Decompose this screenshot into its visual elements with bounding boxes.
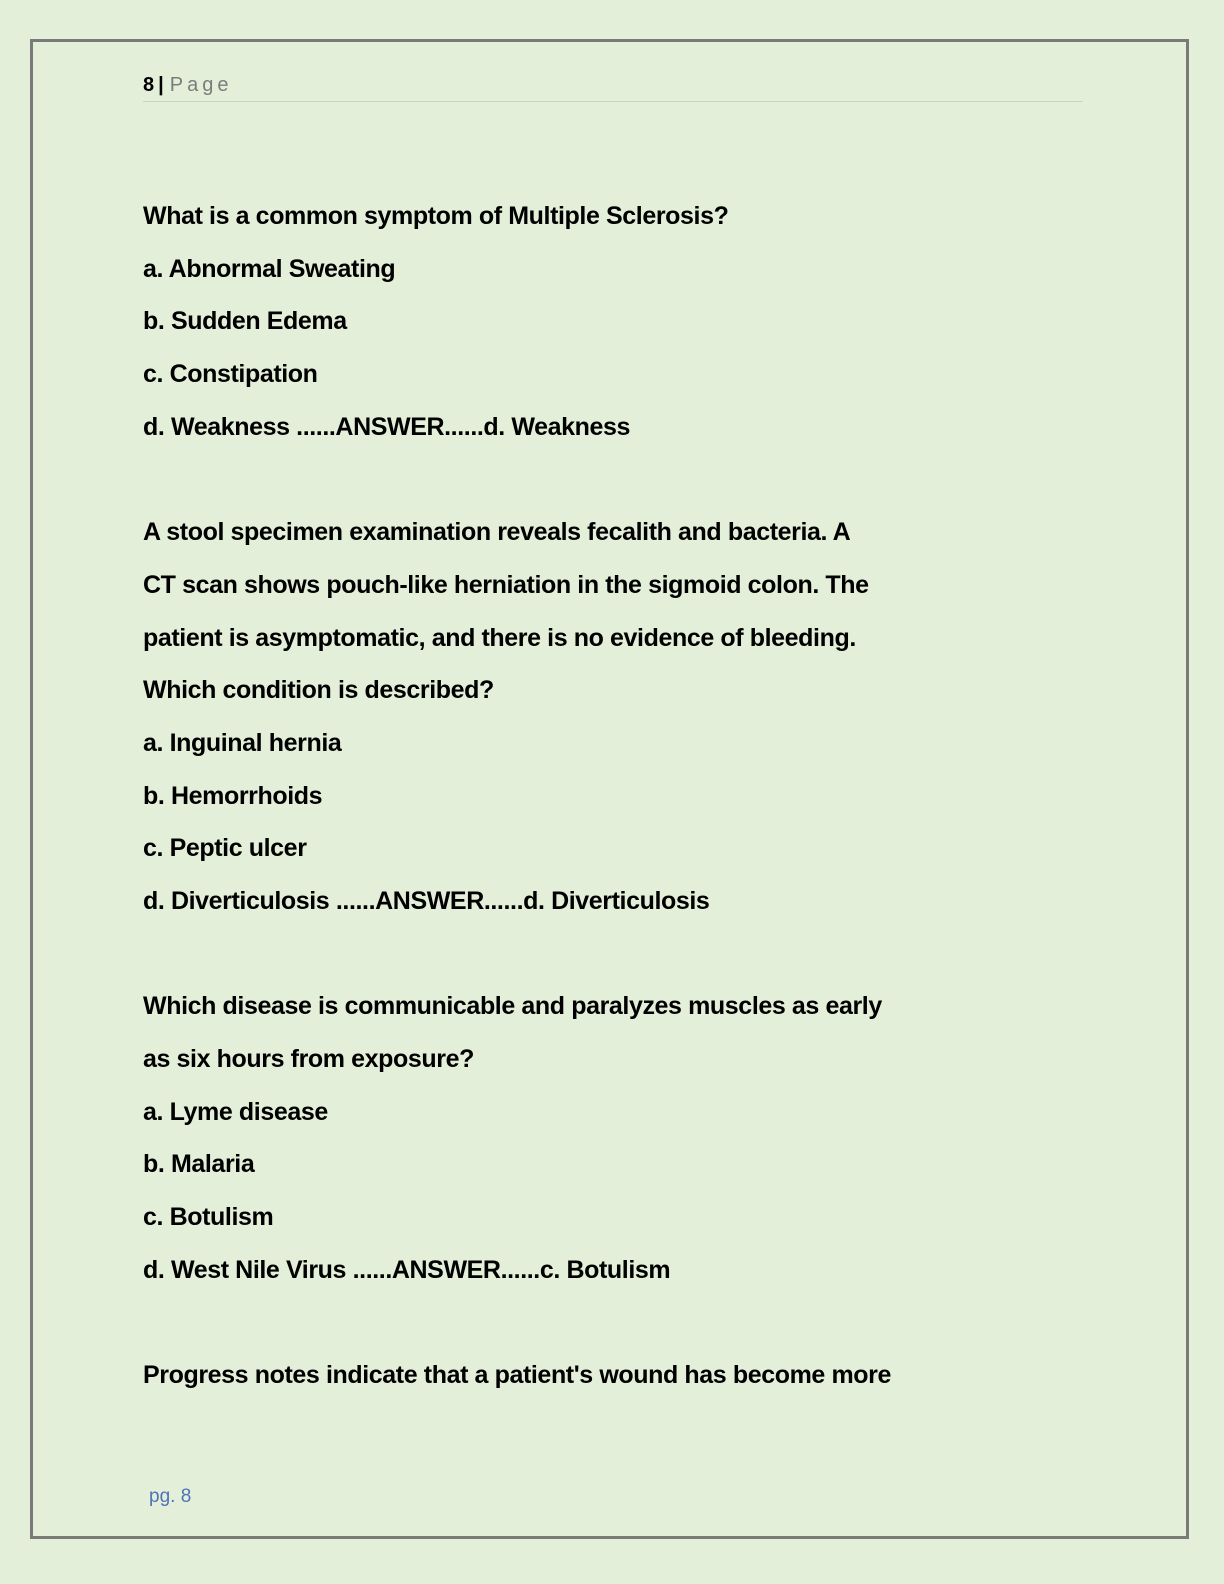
answer-option: c. Peptic ulcer bbox=[143, 834, 307, 863]
question-block bbox=[143, 1349, 1083, 1402]
question-stem-line: as six hours from exposure? bbox=[143, 1045, 474, 1073]
spacer bbox=[143, 1296, 1083, 1349]
header-page-number: 8 bbox=[143, 74, 155, 96]
answer-option-with-key: d. West Nile Virus ......ANSWER......c. Botulism bbox=[143, 1255, 671, 1284]
answer-option: b. Hemorrhoids bbox=[143, 781, 323, 810]
question-stem-line: Which condition is described? bbox=[143, 676, 494, 705]
answer-option: a. Lyme disease bbox=[143, 1097, 328, 1126]
answer-option: a. Inguinal hernia bbox=[143, 728, 342, 757]
answer-option: b. Malaria bbox=[143, 1150, 255, 1179]
answer-option: c. Botulism bbox=[143, 1203, 274, 1232]
answer-option-with-key: d. Diverticulosis ......ANSWER......d. Diverticulosis bbox=[143, 886, 710, 915]
question-stem-line: CT scan shows pouch-like herniation in the sigmoid colon. The bbox=[143, 570, 869, 599]
page-footer: pg. 8 bbox=[149, 1486, 192, 1507]
answer-option: b. Sudden Edema bbox=[143, 307, 347, 336]
question-stem-line: patient is asymptomatic, and there is no evidence of bleeding. bbox=[143, 623, 856, 652]
question-stem-line: Which disease is communicable and paralyzes muscles as early bbox=[143, 992, 882, 1021]
question-block bbox=[143, 190, 1083, 453]
question-stem-line: Progress notes indicate that a patient's wound has become more bbox=[143, 1361, 891, 1390]
question-stem-line: A stool specimen examination reveals fecalith and bacteria. A bbox=[143, 518, 851, 547]
header-page-label: Page bbox=[169, 74, 233, 96]
question-stem-line: What is a common symptom of Multiple Sclerosis? bbox=[143, 202, 729, 230]
answer-option: c. Constipation bbox=[143, 360, 318, 389]
question-block bbox=[143, 506, 1083, 928]
answer-option: a. Abnormal Sweating bbox=[143, 254, 396, 283]
header-separator: | bbox=[158, 74, 164, 96]
answer-option-with-key: d. Weakness ......ANSWER......d. Weakness bbox=[143, 412, 631, 441]
page-header bbox=[143, 72, 1083, 102]
question-block bbox=[143, 980, 1083, 1296]
spacer bbox=[143, 453, 1083, 506]
document-body bbox=[143, 190, 1083, 1402]
spacer bbox=[143, 928, 1083, 981]
